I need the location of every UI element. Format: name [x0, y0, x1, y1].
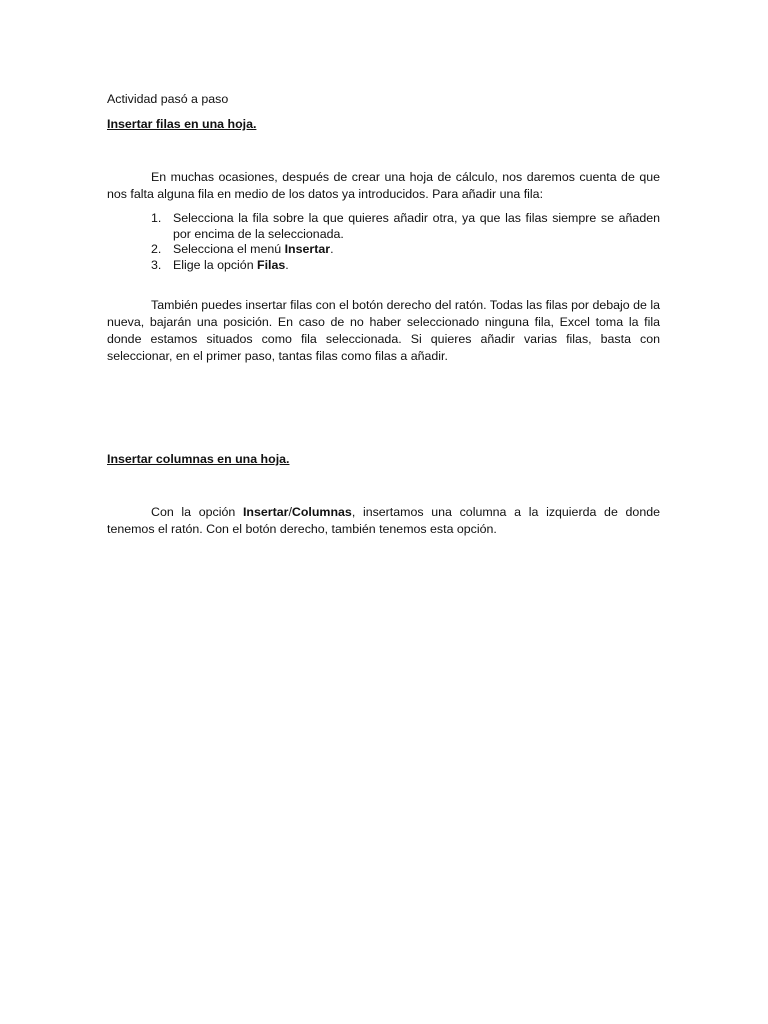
section-heading-insert-columns: Insertar columnas en una hoja. — [107, 452, 290, 466]
step-number: 2. — [151, 242, 162, 256]
step-text-bold: Insertar — [284, 242, 331, 256]
paragraph-text-prefix: Con la opción — [151, 505, 243, 519]
step-text-prefix: Elige la opción — [173, 257, 258, 272]
step-text: Selecciona la fila sobre la que quieres añadir otra, ya que las filas siempre se añaden por encima de la seleccionada. — [173, 211, 660, 241]
paragraph-text-suffix: , insertamos una columna a la izquierda de donde tenemos el ratón. Con el botón derecho, también tenemos esta opción. — [107, 505, 660, 536]
step-text-suffix: . — [285, 257, 289, 272]
step-text-suffix: . — [330, 242, 334, 256]
paragraph-insert-rows-intro: En muchas ocasiones, después de crear una hoja de cálculo, nos daremos cuenta de que nos falta alguna fila en medio de los datos ya introducidos. Para añadir una fila: — [107, 170, 660, 201]
paragraph-bold-columnas: Columnas — [291, 505, 352, 519]
step-text-bold: Filas — [257, 257, 286, 272]
section-heading-insert-rows: Insertar filas en una hoja. — [107, 117, 257, 131]
paragraph-bold-insertar: Insertar — [242, 505, 289, 519]
paragraph-slash: / — [288, 505, 292, 519]
paragraph-right-click-rows: También puedes insertar filas con el botón derecho del ratón. Todas las filas por debajo de la nueva, bajarán una posición. En caso de no haber seleccionado ninguna fila, Excel toma la fila donde estamos situados como fila seleccionada. Si quieres añadir varias filas, basta con seleccionar, en el primer paso, tantas filas como filas a añadir. — [107, 298, 660, 363]
step-item-1 — [151, 211, 660, 242]
activity-title: Actividad pasó a paso — [107, 92, 229, 106]
step-number: 1. — [151, 211, 162, 225]
steps-list — [151, 211, 660, 273]
step-text-prefix: Selecciona el menú — [173, 242, 285, 256]
step-number: 3. — [151, 257, 162, 272]
step-item-2 — [151, 242, 660, 258]
step-item-3 — [151, 258, 660, 274]
paragraph-insert-columns — [107, 504, 660, 538]
